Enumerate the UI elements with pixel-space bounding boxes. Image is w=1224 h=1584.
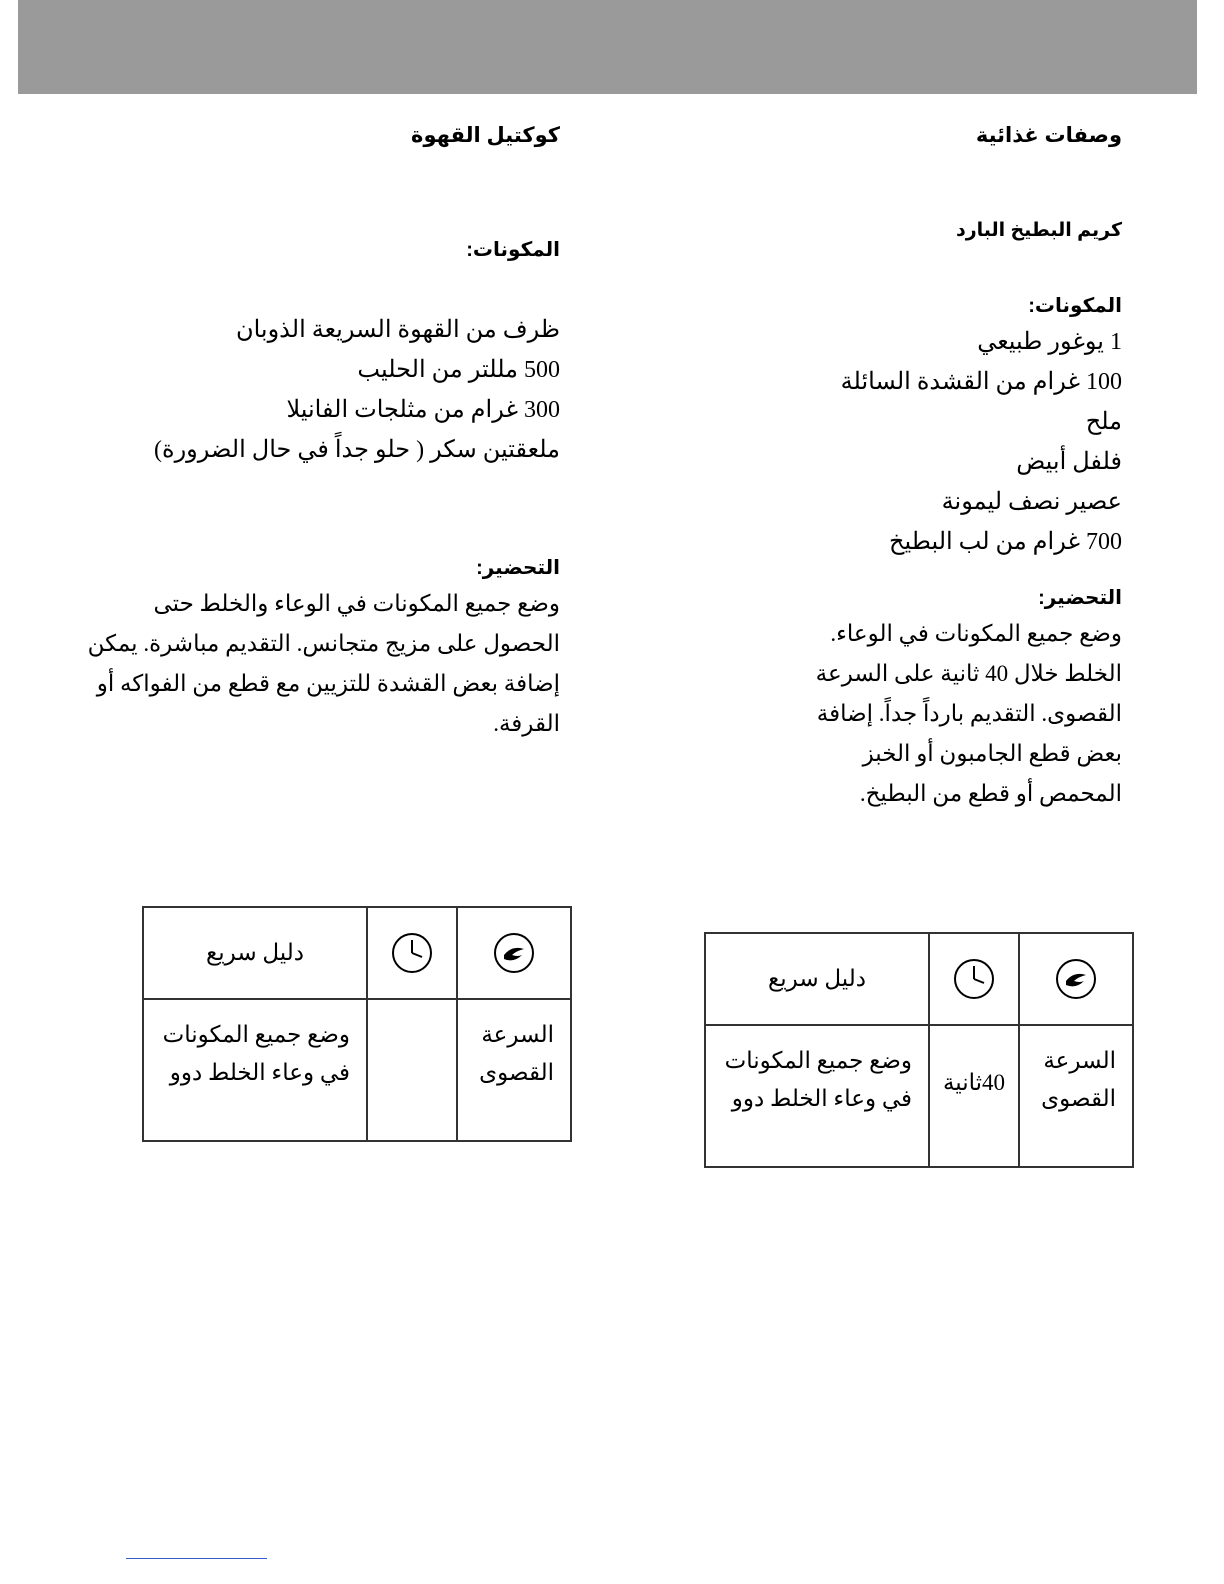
instruction-cell (705, 1025, 929, 1167)
ingredient-item: 700 غرام من لب البطيخ (889, 529, 1122, 555)
footer-link-underline (126, 1558, 267, 1559)
prep-line: المحمص أو قطع من البطيخ. (859, 781, 1122, 806)
left-column (87, 118, 560, 744)
speed-value: السرعة القصوى (1041, 1048, 1116, 1111)
time-value (368, 1000, 456, 1038)
right-column (622, 118, 1122, 814)
time-icon-cell (367, 907, 457, 999)
header-bar (18, 0, 1197, 94)
quick-guide-table (704, 932, 1134, 1168)
speed-dial-icon (1054, 957, 1098, 1001)
recipe-title: كوكتيل القهوة (411, 124, 560, 147)
prep-line: الحصول على مزيج متجانس. التقديم مباشرة. يمكن (87, 631, 560, 656)
ingredient-item: عصير نصف ليمونة (941, 489, 1122, 515)
speed-value-cell (1019, 1025, 1133, 1167)
prep-line: القرفة. (493, 711, 560, 736)
prep-text (622, 614, 1122, 814)
instruction-text: وضع جميع المكونات في وعاء الخلط دوو (162, 1022, 350, 1085)
quick-guide-label-cell (143, 907, 367, 999)
speed-value: السرعة القصوى (479, 1022, 554, 1085)
time-icon-cell (929, 933, 1019, 1025)
section-title: وصفات غذائية (975, 124, 1122, 147)
speed-icon-cell (1019, 933, 1133, 1025)
ingredient-item: 300 غرام من مثلجات الفانيلا (286, 397, 560, 423)
prep-line: وضع جميع المكونات في الوعاء. (830, 621, 1122, 646)
quick-guide-body-row (143, 999, 571, 1141)
time-value: 40ثانية (942, 1070, 1006, 1095)
quick-guide-body-row (705, 1025, 1133, 1167)
quick-guide-label: دليل سريع (206, 940, 304, 965)
quick-guide-label-cell (705, 933, 929, 1025)
prep-line: القصوى. التقديم بارداً جداً. إضافة (816, 701, 1122, 726)
prep-text (87, 584, 560, 744)
time-value-cell (367, 999, 457, 1141)
speed-icon-cell (457, 907, 571, 999)
ingredient-item: 500 مللتر من الحليب (357, 357, 560, 383)
ingredients-heading: المكونات: (1028, 295, 1122, 317)
recipe-title: كريم البطيخ البارد (955, 220, 1122, 241)
quick-guide-label: دليل سريع (768, 966, 866, 991)
instruction-cell (143, 999, 367, 1141)
clock-icon (390, 931, 434, 975)
ingredient-item: ملح (1085, 409, 1122, 435)
clock-icon (952, 957, 996, 1001)
ingredient-item: 100 غرام من القشدة السائلة (840, 369, 1122, 395)
ingredient-item: فلفل أبيض (1016, 449, 1122, 475)
ingredient-item: ظرف من القهوة السريعة الذوبان (235, 317, 560, 343)
quick-guide-table (142, 906, 572, 1142)
prep-line: بعض قطع الجامبون أو الخبز (862, 741, 1122, 766)
ingredient-item: 1 يوغور طبيعي (977, 329, 1122, 355)
prep-line: الخلط خلال 40 ثانية على السرعة (815, 661, 1122, 686)
prep-line: إضافة بعض القشدة للتزيين مع قطع من الفواكه أو (96, 671, 560, 696)
time-value-cell (929, 1025, 1019, 1167)
ingredients-heading: المكونات: (466, 239, 560, 261)
quick-guide-header-row (143, 907, 571, 999)
ingredients-list (100, 310, 560, 470)
speed-dial-icon (492, 931, 536, 975)
ingredient-item: ملعقتين سكر ( حلو جداً في حال الضرورة) (154, 437, 560, 463)
ingredients-list (622, 322, 1122, 562)
prep-heading: التحضير: (1038, 587, 1122, 609)
instruction-text: وضع جميع المكونات في وعاء الخلط دوو (724, 1048, 912, 1111)
quick-guide-header-row (705, 933, 1133, 1025)
speed-value-cell (457, 999, 571, 1141)
prep-line: وضع جميع المكونات في الوعاء والخلط حتى (153, 591, 560, 616)
prep-heading: التحضير: (476, 557, 560, 579)
